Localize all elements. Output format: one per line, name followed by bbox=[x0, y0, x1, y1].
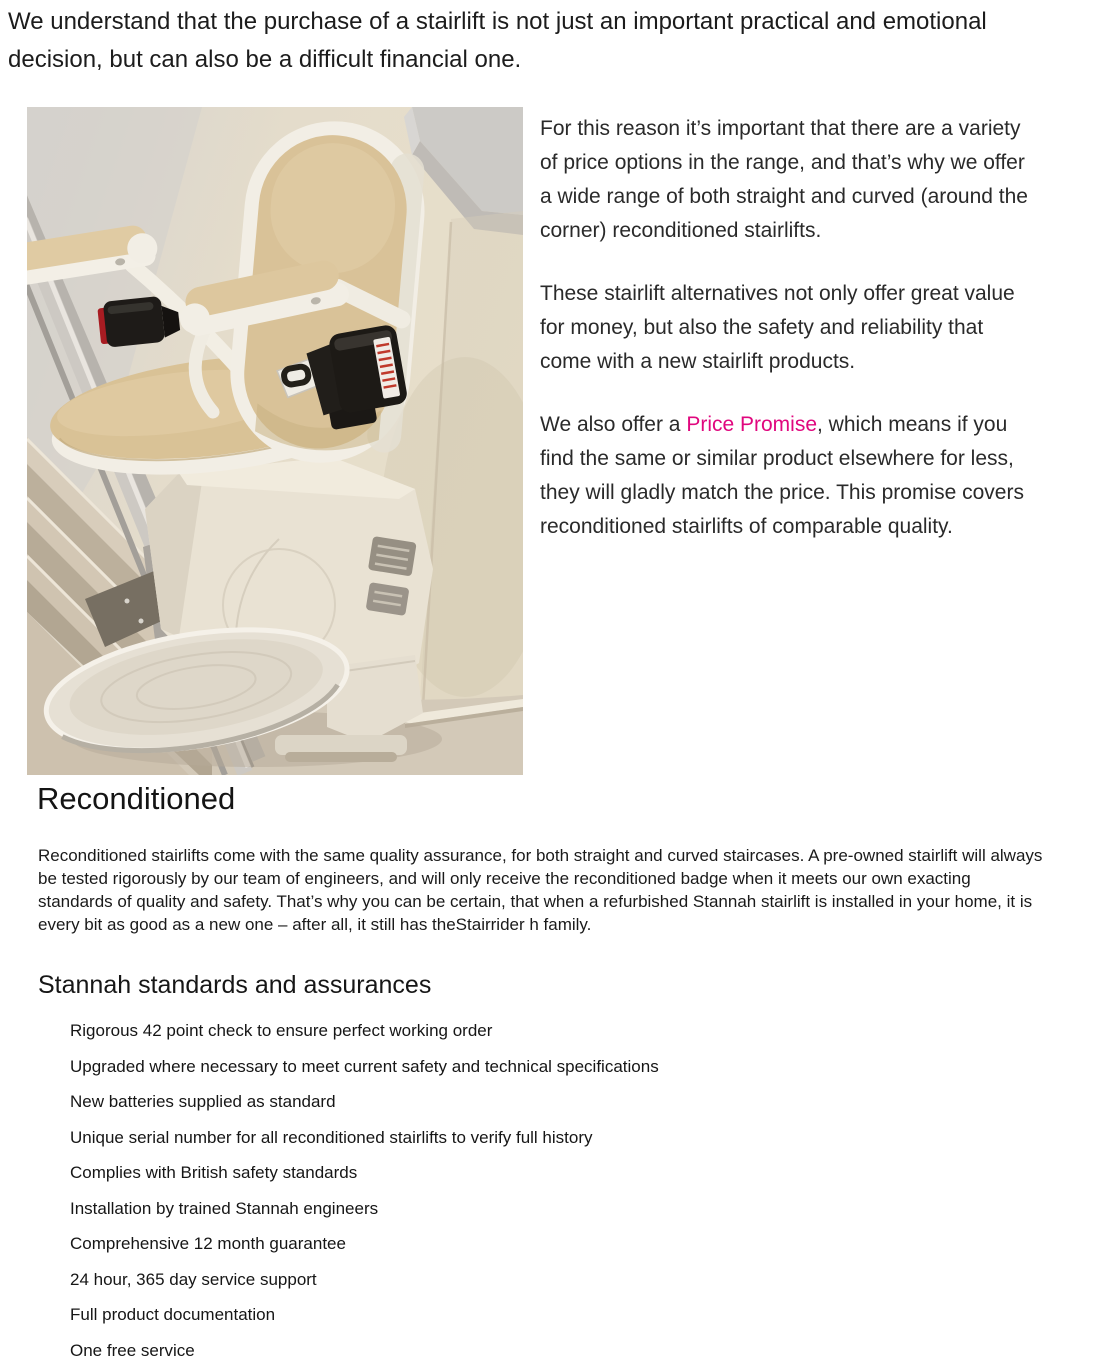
standards-list-item: Installation by trained Stannah engineers bbox=[70, 1198, 379, 1218]
price-promise-link[interactable]: Price Promise bbox=[686, 413, 818, 436]
standards-list bbox=[70, 1013, 659, 1359]
standards-list-item: Comprehensive 12 month guarantee bbox=[70, 1234, 346, 1253]
price-options-paragraph: For this reason it’s important that there are a variety of price options in the range, and that’s why we offer a wide range of both straight and curved (around the corner) reconditioned stairlifts. bbox=[540, 117, 1028, 242]
reconditioned-heading: Reconditioned bbox=[37, 781, 236, 816]
standards-list-item: Unique serial number for all reconditioned stairlifts to verify full history bbox=[70, 1127, 593, 1147]
intro-paragraph: We understand that the purchase of a stairlift is not just an important practical and emotional decision, but can also be a difficult financial one. bbox=[8, 8, 987, 73]
standards-list-item: One free service bbox=[70, 1340, 195, 1359]
price-promise-text-after: , which means if you find the same or similar product elsewhere for less, they will gladly match the price. This promise covers reconditioned stairlifts of comparable quality. bbox=[540, 413, 1024, 538]
standards-list-item: Complies with British safety standards bbox=[70, 1163, 358, 1182]
reconditioned-body-paragraph: Reconditioned stairlifts come with the same quality assurance, for both straight and curved staircases. A pre-owned stairlift will always be tested rigorously by our team of engineers, and will only receive the reconditioned badge when it meets our own exacting standards of quality and safety. That’s why you can be certain, that when a refurbished Stannah stairlift is installed in your home, it is every bit as good as a new one – after all, it still has theStairrider h family. bbox=[38, 846, 1043, 934]
standards-heading: Stannah standards and assurances bbox=[38, 971, 432, 999]
stairlift-photo bbox=[27, 107, 523, 775]
value-paragraph: These stairlift alternatives not only offer great value for money, but also the safety and reliability that come with a new stairlift products. bbox=[540, 282, 1015, 373]
stairlift-photo-illustration bbox=[27, 107, 523, 775]
standards-list-item: Upgraded where necessary to meet current safety and technical specifications bbox=[70, 1056, 659, 1076]
standards-list-item: 24 hour, 365 day service support bbox=[70, 1269, 317, 1289]
standards-list-item: Full product documentation bbox=[70, 1305, 276, 1324]
price-promise-text-before: We also offer a bbox=[540, 413, 687, 436]
intro-side-text bbox=[540, 112, 1040, 573]
price-promise-paragraph bbox=[540, 408, 1040, 544]
standards-list-item: New batteries supplied as standard bbox=[70, 1092, 336, 1111]
standards-list-item: Rigorous 42 point check to ensure perfect working order bbox=[70, 1021, 493, 1040]
